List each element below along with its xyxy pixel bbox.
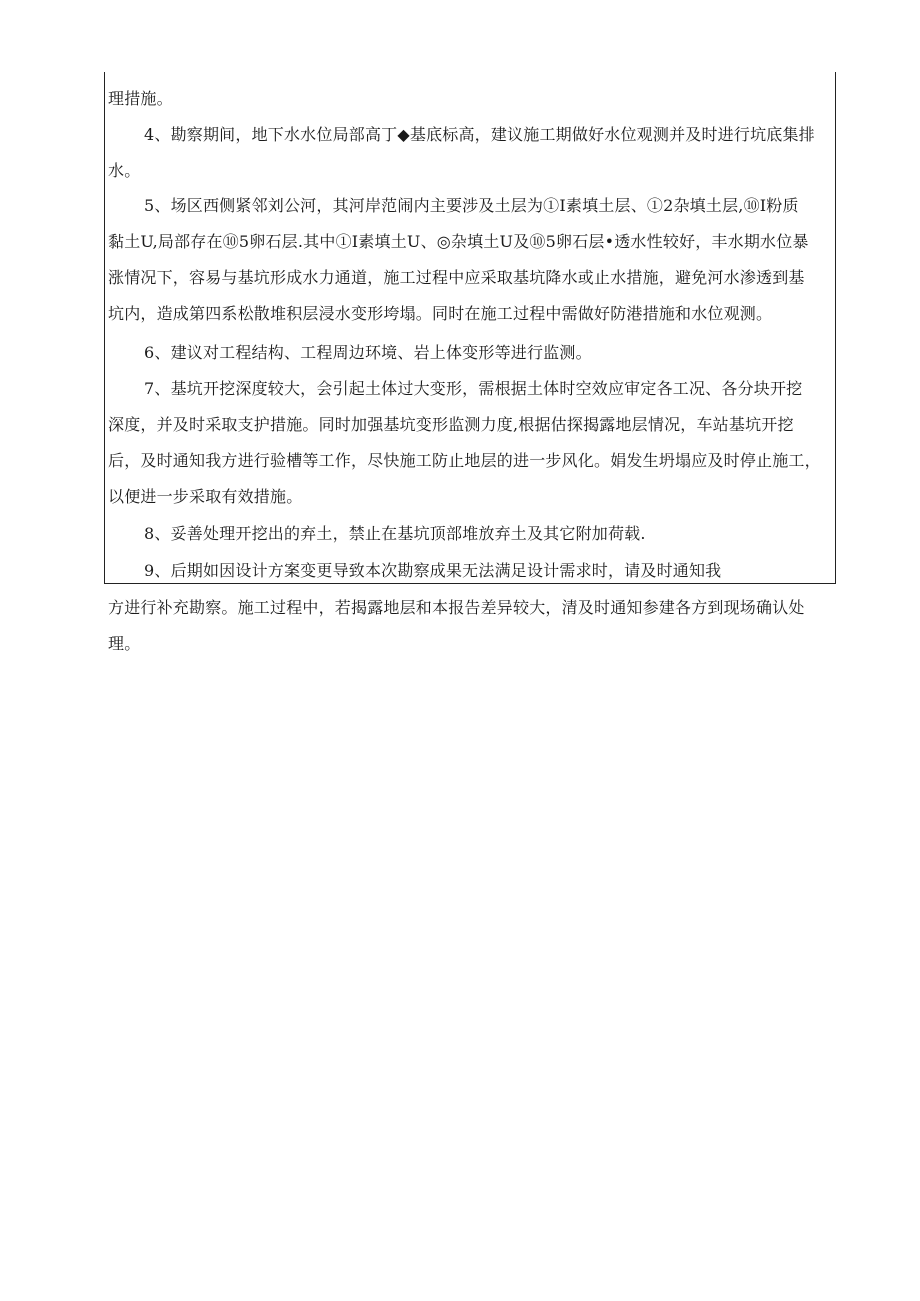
text-line-16: 理。 xyxy=(108,634,141,653)
text-line-4: 5、场区西侧紧邻刘公河，其河岸范闹内主要涉及土层为①I素填土层、①2杂填土层,⑩I粉质 xyxy=(144,196,799,215)
text-line-9: 7、基坑开挖深度较大，会引起土体过大变形，需根据土体时空效应审定各工况、各分块开挖 xyxy=(144,379,803,398)
text-line-11: 后，及时通知我方进行验槽等工作，尽快施工防止地层的进一步风化。娟发生坍塌应及时停止施工， xyxy=(108,451,821,470)
text-line-13: 8、妥善处理开挖出的弃土，禁止在基坑顶部堆放弃土及其它附加荷载. xyxy=(144,524,646,543)
text-line-1: 理措施。 xyxy=(108,89,173,108)
text-line-2: 4、勘察期间，地下水水位局部高丁◆基底标高，建议施工期做好水位观测并及时进行坑底集排 xyxy=(144,125,815,144)
text-line-15: 方进行补充勘察。施工过程中，若揭露地层和本报告差异较大，清及时通知参建各方到现场确认处 xyxy=(108,598,805,617)
text-line-6: 涨情况下，容易与基坑形成水力通道，施工过程中应采取基坑降水或止水措施，避免河水渗透到基 xyxy=(108,268,805,287)
text-line-5: 黏土U,局部存在⑩5卵石层.其中①I素填土U、◎杂填土U及⑩5卵石层•透水性较好，丰水期水位暴 xyxy=(108,232,809,251)
text-line-10: 深度，并及时采取支护措施。同时加强基坑变形监测力度,根据估探揭露地层情况，车站基坑开挖 xyxy=(108,415,794,434)
text-line-14: 9、后期如因设计方案变更导致本次勘察成果无法满足设计需求时，请及时通知我 xyxy=(144,561,722,580)
text-line-12: 以便进一步采取有效措施。 xyxy=(108,487,303,506)
text-line-3: 水。 xyxy=(108,161,141,180)
text-line-7: 坑内，造成第四系松散堆积层浸水变形垮塌。同时在施工过程中需做好防港措施和水位观测。 xyxy=(108,304,773,323)
text-line-8: 6、建议对工程结构、工程周边环境、岩上体变形等进行监测。 xyxy=(144,343,592,362)
